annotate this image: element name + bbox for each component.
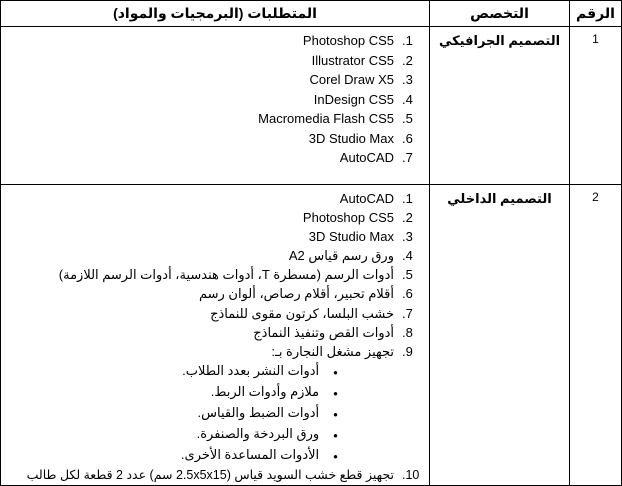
numbered-item: [5, 284, 420, 303]
bullet-item: [5, 403, 420, 424]
numbered-item: [5, 51, 420, 71]
item-text: الأدوات المساعدة الأخرى.: [180, 447, 320, 463]
item-text: Corel Draw X5: [309, 72, 394, 87]
bullet-icon: ●: [333, 410, 338, 420]
header-cell-number: [570, 1, 622, 27]
item-number: 6.: [402, 130, 413, 146]
table-row: [1, 27, 622, 185]
item-number: 1.: [402, 191, 413, 206]
item-text: تجهيز قطع خشب السويد قياس (2.5x5x15 سم) عدد 2 قطعة لكل طالب: [26, 468, 394, 483]
requirements-cell: [1, 185, 430, 486]
numbered-item: [5, 148, 420, 168]
item-text: أدوات الرسم (مسطرة T، أدوات هندسية، أدوات الرسم اللازمة): [58, 267, 394, 283]
specialization-cell: [430, 27, 570, 185]
column-header-requirements: المتطلبات (البرمجيات والمواد): [113, 5, 317, 21]
item-text: أقلام تحبير، أقلام رصاص، ألوان رسم: [198, 286, 394, 302]
item-number: 7.: [402, 150, 413, 165]
item-number: 9.: [402, 343, 413, 359]
table-row: [1, 185, 622, 486]
numbered-item: [5, 189, 420, 208]
item-number: 3.: [402, 229, 413, 245]
bullet-item: [5, 445, 420, 466]
item-number: 2.: [402, 210, 413, 226]
item-text: AutoCAD: [339, 191, 394, 206]
item-text: ورق البردخة والصنفرة.: [196, 426, 320, 442]
bullet-icon: ●: [333, 431, 338, 441]
numbered-item: [5, 227, 420, 246]
item-number: 4.: [402, 91, 413, 107]
item-text: InDesign CS5: [313, 91, 394, 107]
item-text: تجهيز مشغل النجارة بـ:: [271, 343, 394, 359]
numbered-item: [5, 70, 420, 90]
header-cell-specialization: [430, 1, 570, 27]
item-text: أدوات الضبط والقياس.: [197, 405, 320, 421]
specialization-label: التصميم الجرافيكي: [438, 33, 561, 48]
requirements-cell: [1, 27, 430, 185]
item-text: 3D Studio Max: [308, 130, 394, 146]
numbered-item: [5, 265, 420, 284]
numbered-item: [5, 129, 420, 149]
numbered-item: [5, 109, 420, 129]
item-number: 1.: [402, 33, 413, 48]
header-cell-requirements: [1, 1, 430, 27]
numbered-item: [5, 323, 420, 342]
item-text: Photoshop CS5: [302, 33, 394, 48]
numbered-item: [5, 31, 420, 51]
bullet-item: [5, 361, 420, 382]
item-number: 7.: [402, 305, 413, 321]
item-number: 5.: [402, 267, 413, 283]
row-number-cell: 2: [570, 185, 622, 486]
item-text: خشب البلسا، كرتون مقوى للنماذج: [210, 305, 394, 321]
bullet-icon: ●: [333, 452, 338, 462]
header-row: [1, 1, 622, 27]
numbered-item: [5, 304, 420, 323]
numbered-item: [5, 466, 420, 485]
bullet-item: [5, 382, 420, 403]
item-text: ملازم وأدوات الربط.: [210, 383, 320, 399]
numbered-item: [5, 246, 420, 265]
item-text: AutoCAD: [339, 150, 394, 165]
column-header-specialization: التخصص: [470, 5, 529, 21]
bullet-item: [5, 424, 420, 445]
specialization-label: التصميم الداخلي: [447, 191, 552, 206]
column-header-number: الرقم: [576, 5, 615, 21]
item-number: 3.: [402, 72, 413, 87]
numbered-item: [5, 342, 420, 361]
bullet-icon: ●: [333, 367, 338, 377]
requirements-list: [1, 185, 429, 485]
item-text: ورق رسم قياس A2: [288, 248, 394, 264]
item-number: 6.: [402, 286, 413, 302]
numbered-item: [5, 90, 420, 110]
item-text: Illustrator CS5: [311, 52, 394, 68]
item-text: 3D Studio Max: [308, 229, 394, 245]
item-text: Macromedia Flash CS5: [258, 111, 394, 126]
item-number: 5.: [402, 111, 413, 126]
item-number: 2.: [402, 52, 413, 68]
specialization-cell: [430, 185, 570, 486]
item-number: 4.: [402, 248, 413, 264]
row-number-cell: 1: [570, 27, 622, 185]
item-number: 10.: [402, 468, 420, 483]
item-number: 8.: [402, 324, 413, 340]
bullet-icon: ●: [333, 388, 338, 398]
item-text: أدوات النشر بعدد الطلاب.: [182, 362, 320, 378]
requirements-list: [1, 27, 429, 168]
item-text: أدوات القص وتنفيذ النماذج: [253, 324, 394, 340]
item-text: Photoshop CS5: [302, 210, 394, 226]
numbered-item: [5, 208, 420, 227]
